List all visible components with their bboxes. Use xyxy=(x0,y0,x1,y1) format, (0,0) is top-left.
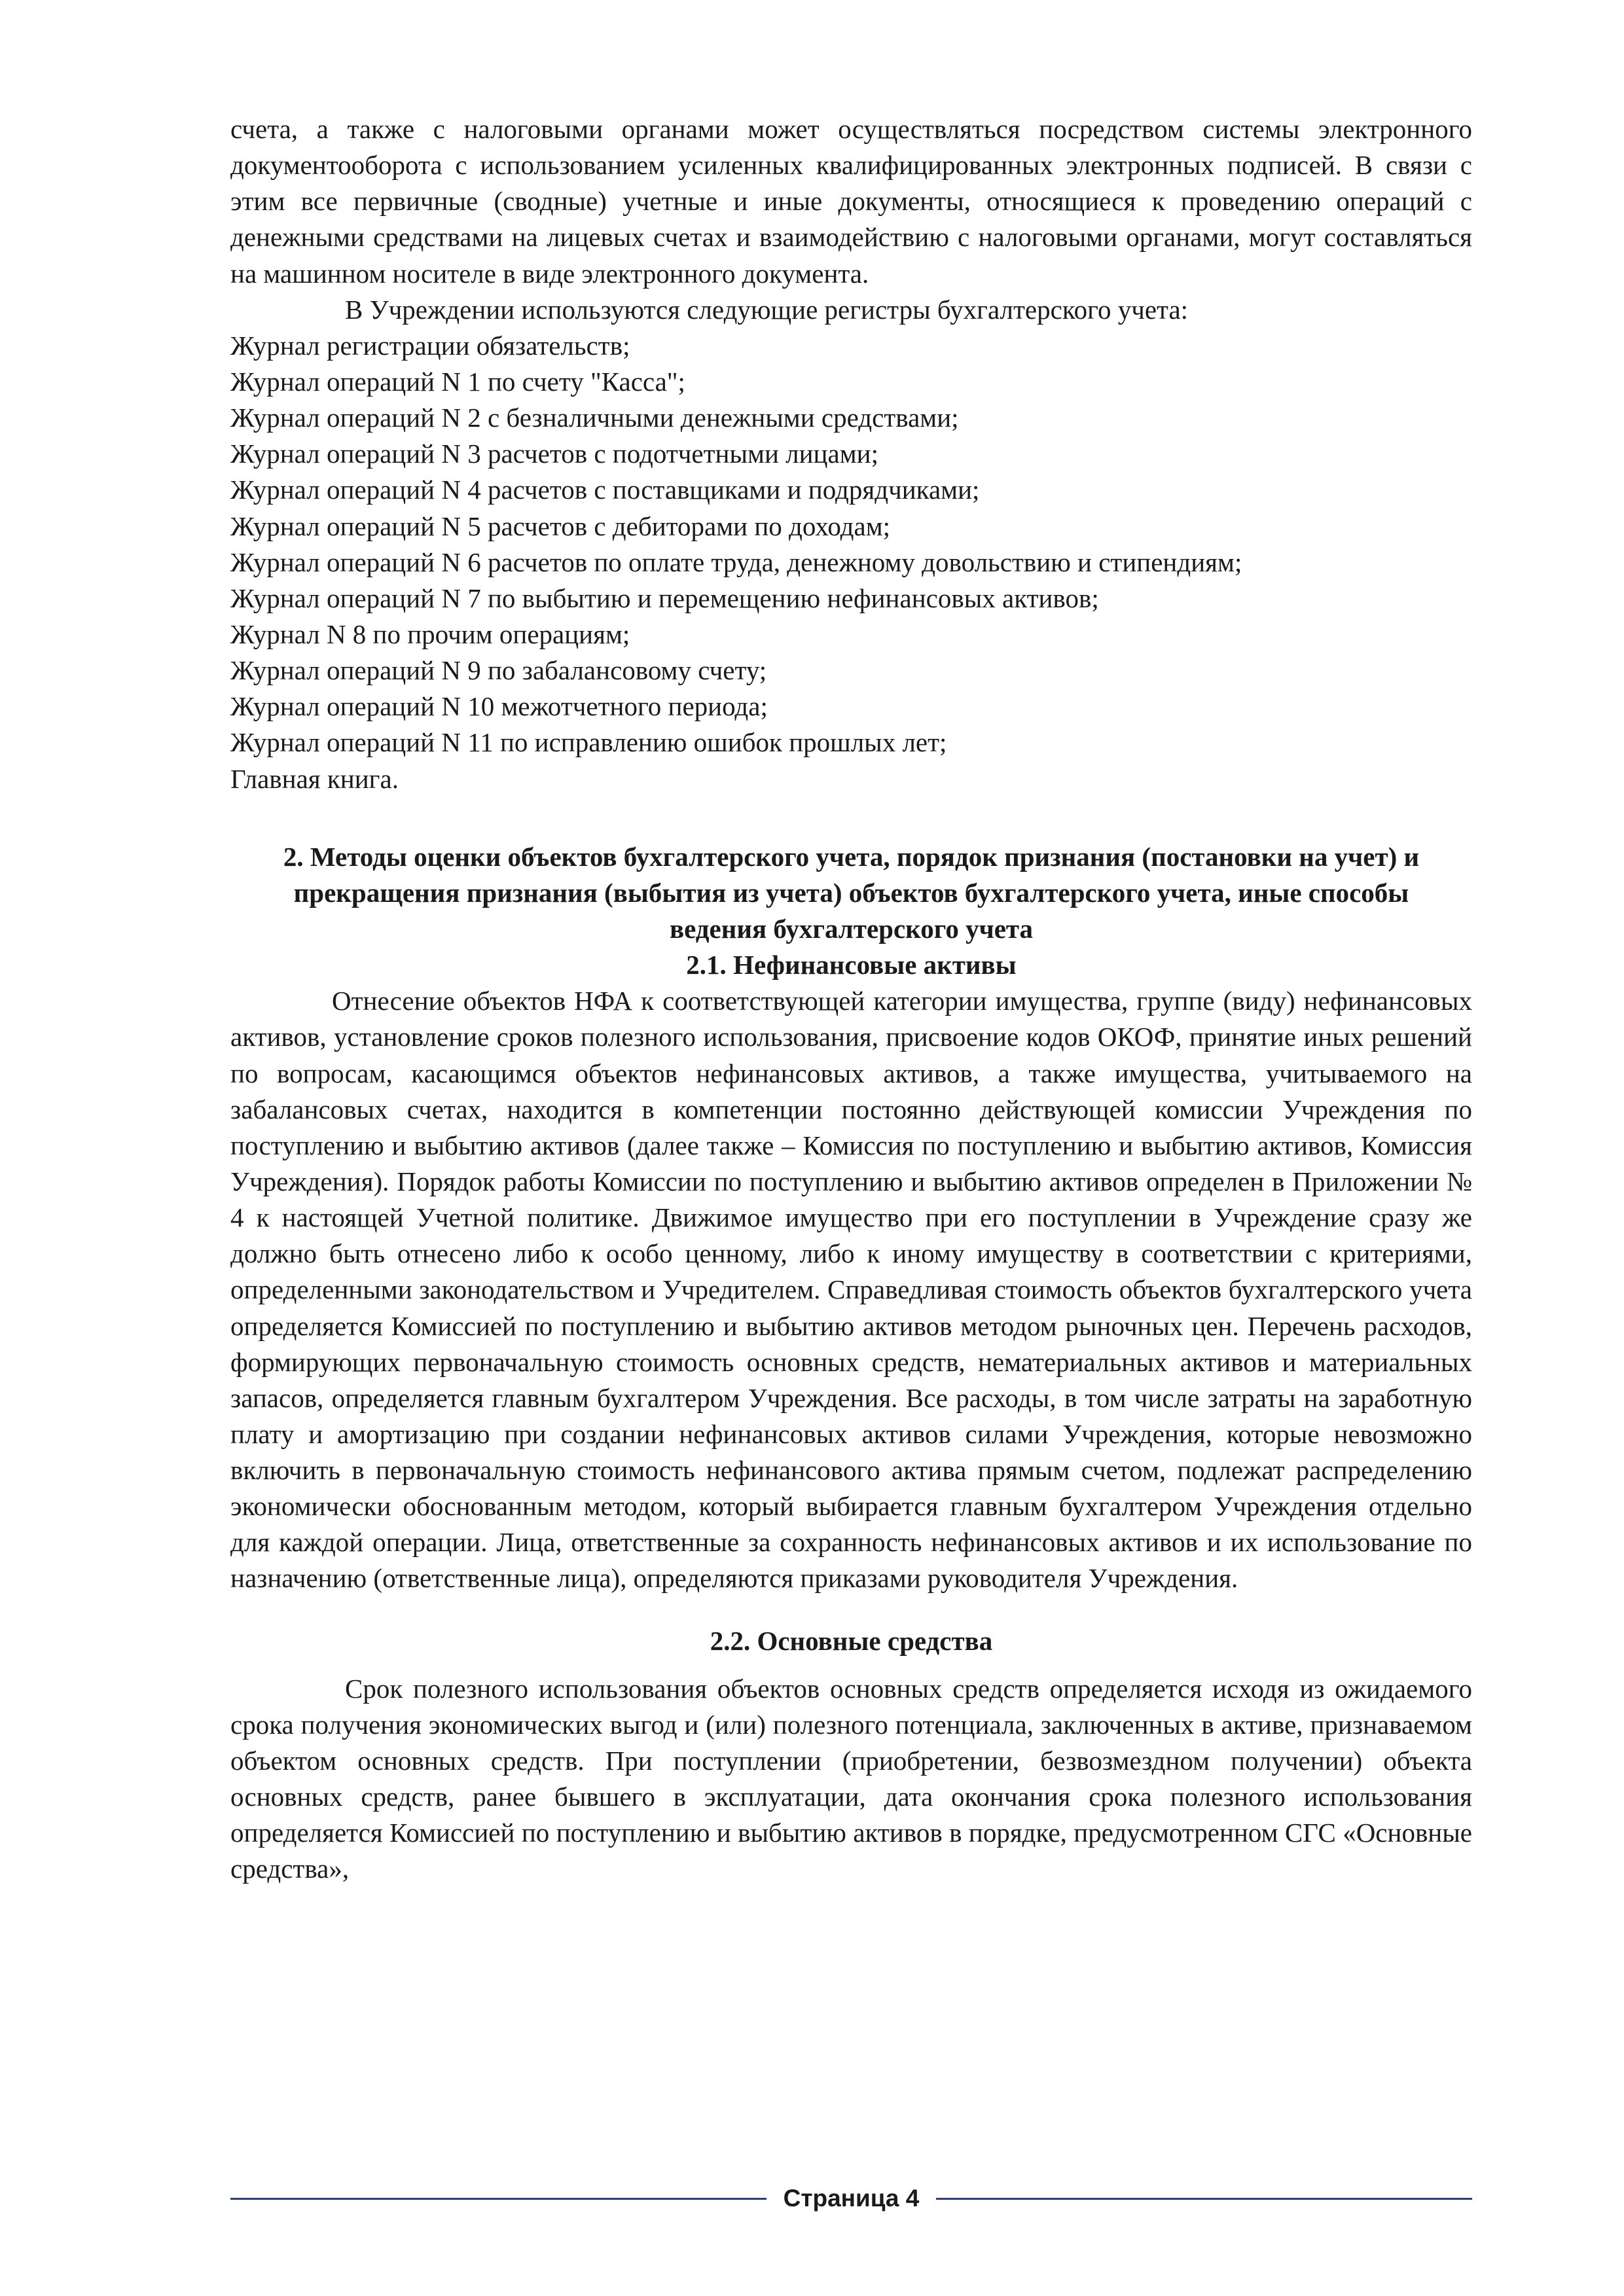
spacer xyxy=(230,1659,1472,1671)
spacer xyxy=(230,1597,1472,1623)
section-heading-block xyxy=(230,839,1472,947)
list-item: Журнал операций N 3 расчетов с подотчетными лицами; xyxy=(230,439,878,469)
section-2-1-heading: 2.1. Нефинансовые активы xyxy=(686,950,1017,980)
paragraph-continuation: счета, а также с налоговыми органами может осуществляться посредством системы электронного документооборота с использованием усиленных квалифицированных электронных подписей. В связи с этим все первичные (сводные) учетные и иные документы, относящиеся к проведению операций с денежными средствами на лицевых счетах и взаимодействию с налоговыми органами, могут составляться на машинном носителе в виде электронного документа. xyxy=(230,114,1472,289)
list-item: Журнал операций N 5 расчетов с дебиторами по доходам; xyxy=(230,511,891,541)
list-item: Главная книга. xyxy=(230,763,399,794)
registers-list xyxy=(230,328,1472,797)
section-2-1-text: Отнесение объектов НФА к соответствующей категории имущества, группе (виду) нефинансовых активов, установление сроков полезного использования, присвоение кодов ОКОФ, принятие иных решений по вопросам, касающимся объектов нефинансовых активов, а также имущества, учитываемого на забалансовых счетах, находится в компетенции постоянно действующей комиссии Учреждения по поступлению и выбытию активов (далее также – Комиссия по поступлению и выбытию активов, Комиссия Учреждения). Порядок работы Комиссии по поступлению и выбытию активов определен в Приложении № 4 к настоящей Учетной политике. Движимое имущество при его поступлении в Учреждение сразу же должно быть отнесено либо к особо ценному, либо к иному имуществу в соответствии с критериями, определенными законодательством и Учредителем. Справедливая стоимость объектов бухгалтерского учета определяется Комиссией по поступлению и выбытию активов методом рыночных цен. Перечень расходов, формирующих первоначальную стоимость основных средств, нематериальных активов и материальных запасов, определяется главным бухгалтером Учреждения. Все расходы, в том числе затраты на заработную плату и амортизацию при создании нефинансовых активов силами Учреждения, которые невозможно включить в первоначальную стоимость нефинансового актива прямым счетом, подлежат распределению экономически обоснованным методом, который выбирается главным бухгалтером Учреждения отдельно для каждой операции. Лица, ответственные за сохранность нефинансовых активов и их использование по назначению (ответственные лица), определяются приказами руководителя Учреждения. xyxy=(230,986,1472,1594)
section-2-heading: 2. Методы оценки объектов бухгалтерского учета, порядок признания (постановки на учет) и прекращения признания (выбытия из учета) объектов бухгалтерского учета, иные способы ведения бухгалтерского учета xyxy=(283,841,1420,944)
section-2-2-text: Срок полезного использования объектов основных средств определяется исходя из ожидаемого срока получения экономических выгод и (или) полезного потенциала, заключенных в активе, признаваемом объектом основных средств. При поступлении (приобретении, безвозмездном получении) объекта основных средств, ранее бывшего в эксплуатации, дата окончания срока полезного использования определяется Комиссией по поступлению и выбытию активов в порядке, предусмотренном СГС «Основные средства», xyxy=(230,1673,1472,1884)
list-item: Журнал операций N 4 расчетов с поставщиками и подрядчиками; xyxy=(230,475,980,505)
list-item: Журнал операций N 10 межотчетного периода; xyxy=(230,691,768,722)
footer-rule-left xyxy=(230,2198,767,2200)
page-footer xyxy=(230,2185,1472,2212)
list-item: Журнал операций N 6 расчетов по оплате труда, денежному довольствию и стипендиям; xyxy=(230,547,1242,577)
list-item: Журнал операций N 9 по забалансовому счету; xyxy=(230,655,767,686)
document-body xyxy=(230,111,1472,1888)
list-item: Журнал операций N 7 по выбытию и перемещению нефинансовых активов; xyxy=(230,583,1099,613)
list-item: Журнал операций N 1 по счету "Касса"; xyxy=(230,366,685,397)
footer-rule-right xyxy=(936,2198,1472,2200)
list-item: Журнал операций N 11 по исправлению ошибок прошлых лет; xyxy=(230,727,947,758)
list-item: Журнал N 8 по прочим операциям; xyxy=(230,619,630,649)
page-number: Страница 4 xyxy=(783,2185,920,2212)
list-item: Журнал регистрации обязательств; xyxy=(230,330,630,361)
paragraph-registers-intro: В Учреждении используются следующие регистры бухгалтерского учета: xyxy=(345,294,1189,325)
list-item: Журнал операций N 2 с безналичными денежными средствами; xyxy=(230,403,959,433)
section-2-2-heading: 2.2. Основные средства xyxy=(710,1625,993,1656)
spacer xyxy=(230,797,1472,817)
